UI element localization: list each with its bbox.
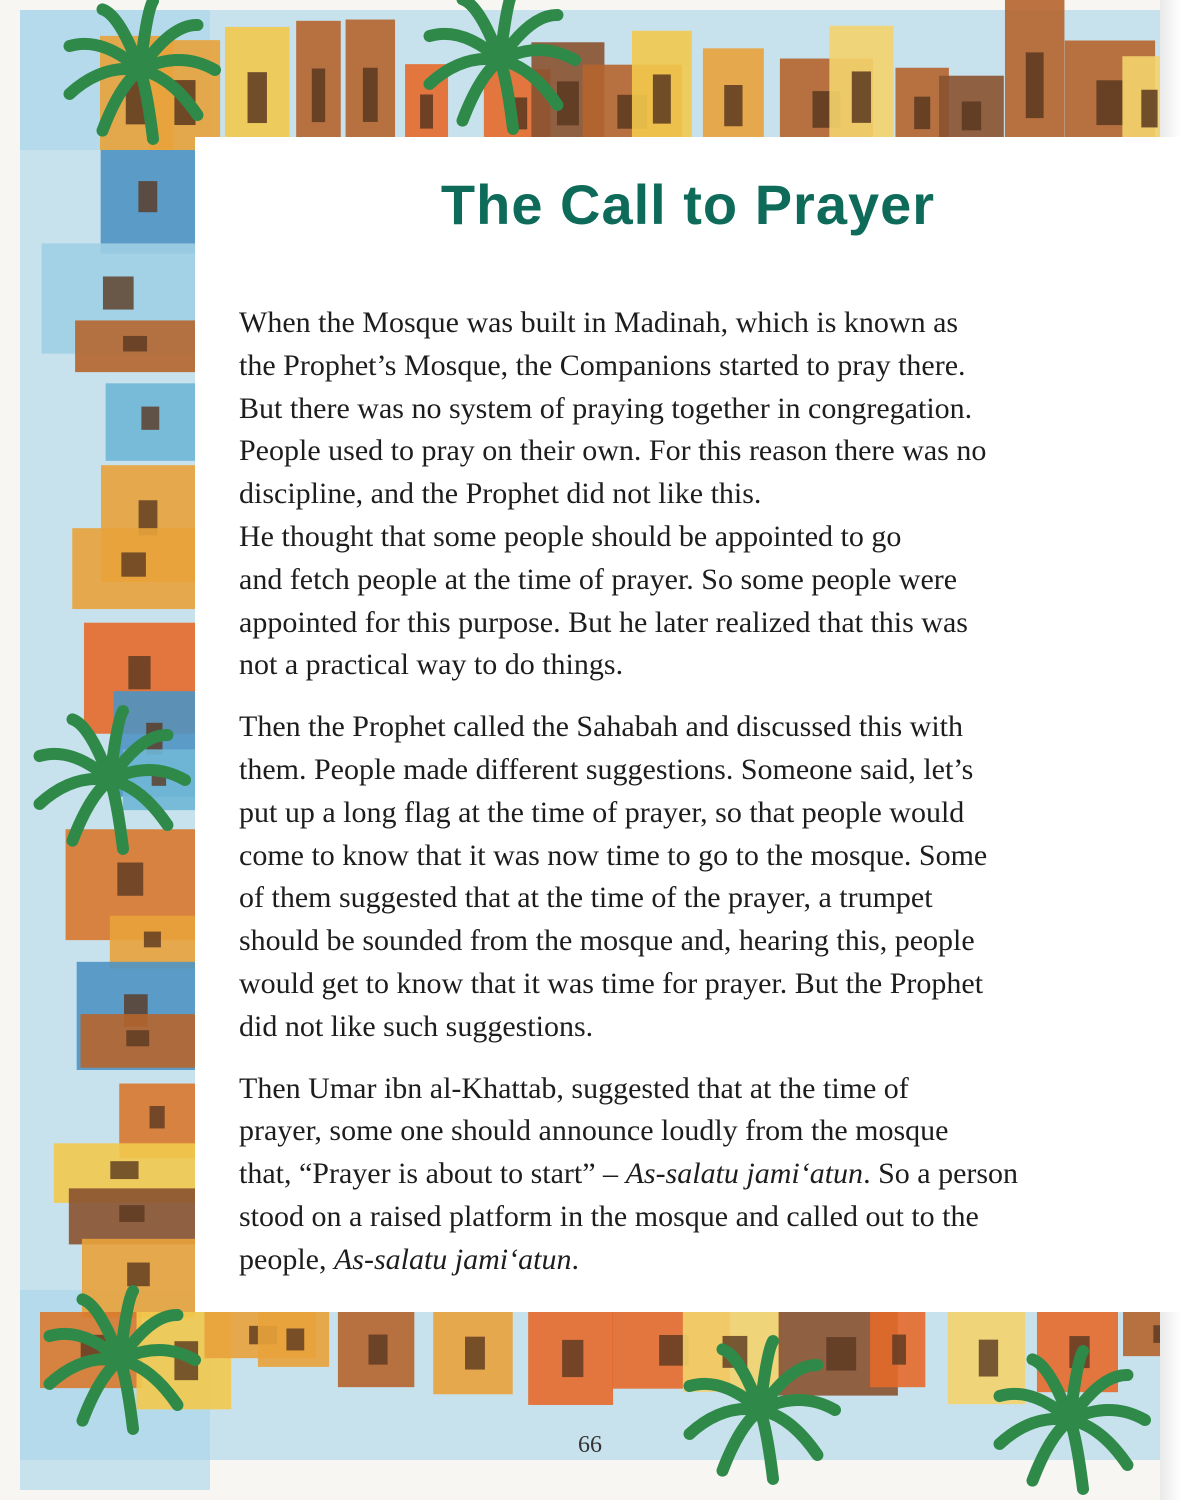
building-shape [562, 1340, 583, 1377]
building-shape [312, 68, 325, 122]
building-shape [117, 863, 143, 896]
text-segment: people, [239, 1242, 334, 1276]
text-line [239, 1239, 1139, 1282]
text-segment: put up a long flag at the time of prayer, so that people would [239, 795, 965, 829]
text-segment: appointed for this purpose. But he later realized that this was [239, 605, 968, 639]
building-shape [465, 1337, 485, 1370]
text-segment: When the Mosque was built in Madinah, which is known as [239, 306, 959, 339]
building-shape [1096, 80, 1123, 125]
text-segment: should be sounded from the mosque and, hearing this, people [239, 924, 975, 958]
text-line [239, 388, 1139, 431]
building-shape [420, 94, 433, 128]
building-shape [144, 932, 161, 948]
text-line [239, 302, 1139, 345]
building-shape [128, 656, 150, 689]
text-segment: the Prophet’s Mosque, the Companions started to pray there. [239, 348, 966, 382]
building-shape [119, 1205, 144, 1222]
text-line [239, 920, 1139, 963]
text-line [239, 345, 1139, 388]
building-shape [286, 1328, 304, 1350]
text-segment: discipline, and the Prophet did not like this. [239, 477, 762, 511]
text-line [239, 430, 1139, 473]
italic-phrase: As-salatu jami‘atun [625, 1157, 864, 1191]
text-segment: and fetch people at the time of prayer. So some people were [239, 562, 958, 596]
paragraph [239, 706, 1139, 1048]
text-line [239, 559, 1139, 602]
text-line [239, 963, 1139, 1006]
text-segment: . [571, 1242, 579, 1276]
text-line [239, 516, 1139, 559]
building-shape [962, 101, 981, 130]
building-shape [852, 71, 871, 122]
building-shape [121, 552, 146, 576]
building-shape [363, 68, 378, 122]
text-line [239, 473, 1139, 516]
building-shape [127, 1263, 150, 1287]
building-shape [110, 1161, 138, 1179]
text-line [239, 835, 1139, 878]
text-segment: But there was no system of praying together in congregation. [239, 391, 973, 425]
text-segment: People used to pray on their own. For this reason there was no [239, 434, 987, 468]
text-line [239, 1153, 1139, 1196]
text-line [239, 792, 1139, 835]
building-shape [368, 1335, 387, 1365]
building-shape [1141, 90, 1157, 128]
text-segment: did not like such suggestions. [239, 1009, 594, 1043]
building-shape [653, 74, 671, 123]
text-segment: not a practical way to do things. [239, 648, 624, 682]
page-title: The Call to Prayer [440, 173, 936, 236]
text-segment: He thought that some people should be appointed to go [239, 519, 902, 553]
text-segment: come to know that it was now time to go to the mosque. Some [239, 838, 988, 872]
building-shape [141, 407, 159, 430]
text-line [239, 602, 1139, 645]
text-line [239, 1006, 1139, 1049]
building-shape [892, 1335, 906, 1365]
text-line [239, 1068, 1139, 1111]
body-text [239, 302, 1139, 1301]
text-segment: that, “Prayer is about to start” – [239, 1157, 626, 1191]
text-segment: would get to know that it was time for prayer. But the Prophet [239, 966, 984, 1000]
text-line [239, 706, 1139, 749]
text-line [239, 1196, 1139, 1239]
building-shape [150, 1106, 165, 1128]
page-number: 66 [578, 1432, 602, 1458]
building-shape [123, 336, 147, 352]
paragraph [239, 1068, 1139, 1282]
building-shape [826, 1337, 856, 1370]
text-segment: Then the Prophet called the Sahabah and discussed this with [239, 710, 963, 744]
building-shape [138, 181, 157, 212]
building-shape [724, 85, 742, 126]
text-line [239, 644, 1139, 687]
building-shape [103, 276, 134, 309]
text-segment: of them suggested that at the time of the prayer, a trumpet [239, 881, 933, 915]
text-segment: stood on a raised platform in the mosque and called out to the [239, 1199, 979, 1233]
building-shape [979, 1340, 998, 1377]
paragraph [239, 302, 1139, 687]
building-shape [914, 97, 930, 130]
building-shape [126, 1030, 149, 1046]
text-line [239, 877, 1139, 920]
text-segment: prayer, some one should announce loudly from the mosque [239, 1114, 949, 1148]
text-segment: them. People made different suggestions. Someone said, let’s [239, 752, 974, 786]
text-line [239, 749, 1139, 792]
text-segment: Then Umar ibn al-Khattab, suggested that at the time of [239, 1071, 909, 1105]
building-shape [1026, 52, 1044, 118]
text-line [239, 1110, 1139, 1153]
italic-phrase: As-salatu jami‘atun [333, 1242, 572, 1276]
building-shape [248, 72, 267, 123]
text-segment: . So a person [863, 1157, 1019, 1191]
